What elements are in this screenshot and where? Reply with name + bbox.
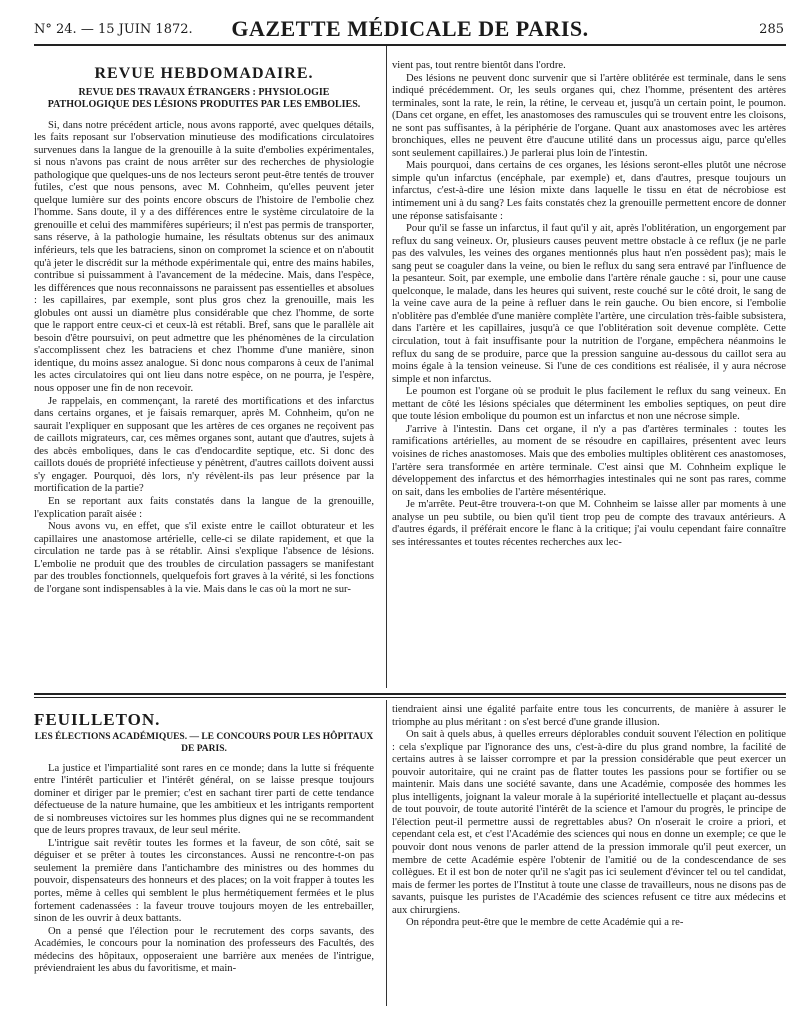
feuilleton-heading: FEUILLETON.: [34, 710, 161, 729]
revue-column-1: [34, 60, 374, 690]
revue-paragraph: Nous avons vu, en effet, que s'il existe entre le caillot obturateur et les capillaires une anastomose artérielle, celle-ci se dilate rapidement, et que la circulation ne tarde pas à se rétablir. Ainsi s'explique l'absence de lésions. L'embolie ne produit que des troubles de circulation passagers se manifestant par des troubles fonctionnels, quelquefois fort graves à la vérité, si les fonctions de l'organe sont indispensables à la vie. Mais dans le cas où la mort ne sur-: [34, 521, 374, 595]
revue-paragraph: Mais pourquoi, dans certains de ces organes, les lésions seront-elles plutôt une nécrose simple qu'un infarctus (encéphale, par exemple) et, dans d'autres, presque toujours un infarctus, c'est-à-dire une lésion mixte dans laquelle le tissu en état de nécrobiose est intimement uni à du sang? Les faits constatés chez la grenouille permettent encore de donner une réponse satisfaisante :: [392, 160, 786, 222]
feuilleton-column-2: [392, 704, 786, 1006]
revue-paragraph: vient pas, tout rentre bientôt dans l'ordre.: [392, 60, 566, 71]
feuilleton-subheading: LES ÉLECTIONS ACADÉMIQUES. — LE CONCOURS POUR LES HÔPITAUX DE PARIS.: [34, 731, 374, 754]
revue-paragraph: J'arrive à l'intestin. Dans cet organe, il n'y a pas d'artères terminales : toutes les ramifications artérielles, au moment de se résoudre en capillaires, présentent avec leurs voisines de riches anastomoses. Mais que des embolies multiples oblitèrent ces anastomoses, l'artère sera transformée en artère terminale. C'est ainsi que M. Cohnheim explique le développement des infarctus et des hémorrhagies intestinales qui ne sont pas rares, comme on sait, dans les embolies de l'artère mésentérique.: [392, 423, 786, 498]
revue-paragraph: Pour qu'il se fasse un infarctus, il faut qu'il y ait, après l'oblitération, un engorgement par reflux du sang veineux. Or, plusieurs causes peuvent mettre obstacle à ce reflux (je ne parle pas des valvules, les veines des organes mentionnés plus haut n'en possèdent pas); mais le sang peut se coaguler dans la veine, ou bien le reflux du sang sera entravé par l'influence de la pesanteur. Soit, par exemple, une embolie dans l'artère rénale gauche : si, pour une cause quelconque, le malade, dans les heures qui suivent, reste couché sur le côté droit, le sang de la veine cave aura de la peine à refluer dans le rein gauche. Ou bien encore, si l'embolie n'oblitère pas d'emblée d'une manière complète l'artère, une circulation très-faible subsistera, dans l'artère et les capillaires, jusqu'à ce que l'oblitération soit devenue complète. Cette circulation, tout à fait insuffisante pour la nutrition de l'organe, empêchera néanmoins le reflux du sang de se produire, parce que la pression sanguine au-dessous du caillot sera au moins égale à la tension veineuse. Si l'une de ces conditions est réalisée, il y aura nécrose simple et non infarctus.: [392, 223, 786, 385]
feuilleton-column-divider: [386, 700, 387, 1006]
revue-column-2: [392, 60, 786, 690]
feuilleton-rule: [34, 693, 786, 695]
feuilleton-rule-thin: [34, 697, 786, 698]
feuilleton-paragraph: On a pensé que l'élection pour le recrutement des corps savants, des Académies, le concours pour la nomination des professeurs des Facultés, des médecins des hôpitaux, opposeraient une barrière aux menées de l'intrigue, préviendraient les abus du favoritisme, et main-: [34, 925, 374, 975]
revue-subheading: REVUE DES TRAVAUX ÉTRANGERS : PHYSIOLOGIE PATHOLOGIQUE DES LÉSIONS PRODUITES PAR LES EMBOLIES.: [47, 86, 361, 111]
page-number: 285: [759, 22, 784, 37]
revue-paragraph: Le poumon est l'organe où se produit le plus facilement le reflux du sang veineux. En mettant de côté les lésions spéciales que déterminent les embolies septiques, on peut dire que toute lésion embolique du poumon est un infarctus et non une nécrose simple.: [392, 386, 786, 423]
page-header: [34, 16, 786, 42]
revue-paragraph: Je rappelais, en commençant, la rareté des mortifications et des infarctus dans certains organes, et je faisais remarquer, après M. Cohnheim, qu'on ne saurait l'expliquer en supposant que les artères de ces organes ne reçoivent pas de caillots migrateurs, car, ces mêmes organes sont, autant que d'autres, sujets à des abcès emboliques, dans le cas d'endocardite septique, etc. Si donc des caillots doués de propriété infectieuse y pénètrent, d'autres caillots doivent aussi s'y engager. Pourquoi, dès lors, n'y révèlent-ils pas leur présence par la mortification de la partie?: [34, 395, 374, 495]
feuilleton-column-1: [34, 704, 374, 1006]
revue-paragraph: Des lésions ne peuvent donc survenir que si l'artère oblitérée est terminale, dans le sens indiqué précédemment. Or, les seuls organes qui, chez l'homme, présentent des artères terminales, sont la rate, le rein, la rétine, le cerveau et, jusqu'à un certain point, le poumon. (Dans cet organe, en effet, les anastomoses des ramuscules qui se trouvent entre les cloisons, ne sont pas suffisantes, à la périphérie de l'organe. Quant aux anastomoses avec les artères bronchiques, elles ne peuvent être d'aucune utilité dans un processus aigu, parce qu'elles sont seulement capillaires.) Je parlerai plus loin de l'intestin.: [392, 72, 786, 159]
journal-title: GAZETTE MÉDICALE DE PARIS.: [231, 16, 589, 41]
issue-date: N° 24. — 15 JUIN 1872.: [34, 22, 193, 37]
feuilleton-paragraph: tiendraient ainsi une égalité parfaite entre tous les concurrents, de manière à assurer le triomphe au plus méritant : on s'est bercé d'une grande illusion.: [392, 704, 786, 728]
revue-paragraph: Si, dans notre précédent article, nous avons rapporté, avec quelques détails, les faits reposant sur l'observation minutieuse des modifications circulatoires survenues dans la langue de la grenouille à la suite d'embolies expérimentales, si nous n'avons pas craint de nous arrêter sur des recherches de physiologie pathologique que quelques-uns de nos lecteurs seront peut-être tentés de trouver futiles, c'est que nous pensons, avec M. Cohnheim, qu'elles peuvent jeter quelque lumière sur des points encore obscurs de l'histoire de l'embolie chez l'homme. Sans doute, il y a des différences entre le système circulatoire de la grenouille et celui des mammifères supérieurs; il n'est pas permis de transporter, sans réserve, à la pathologie humaine, les résultats obtenus sur des animaux inférieurs, tels que les batraciens, sinon on compromet la science et on n'aboutit qu'à jeter le discrédit sur la méthode expérimentale qui, entre des mains habiles, contribue si puissamment à l'avancement de la médecine. Mais, dans l'espèce, les différences que nous reconnaissons ne paraissent pas essentielles et absolues : les capillaires, par exemple, sont plus gros chez la grenouille, mais les globules ont aussi un diamètre plus considérable que chez l'homme, de sorte que le rapport entre ceux-ci et ceux-là est rétabli. Bref, sans que le parallèle ait besoin d'être poursuivi, on peut admettre que les phénomènes de la circulation s'accomplissent chez les batraciens et chez l'homme d'une manière, sinon identique, du moins assez analogue. Si donc nous comparons à ceux de l'animal les actes circulatoires qui ont lieu dans notre espèce, on ne pourra, je l'espère, nous opposer une fin de non recevoir.: [34, 119, 374, 395]
revue-heading: REVUE HEBDOMADAIRE.: [94, 65, 314, 82]
column-divider: [386, 46, 387, 688]
revue-paragraph: En se reportant aux faits constatés dans la langue de la grenouille, l'explication paraît aisée :: [34, 495, 374, 520]
feuilleton-paragraph: L'intrigue sait revêtir toutes les formes et la faveur, de son côté, sait se déguiser et se prêter à toutes les circonstances. Aussi ne rencontre-t-on pas seulement la première dans l'antichambre des ministres ou des hommes du pouvoir, dispensateurs des honneurs et des places; on la voit frapper à toutes les portes, même à celles qui semblent le plus hermétiquement fermées et le plus fortement cadenassées : la faveur trouve toujours moyen de les entrebailler, sinon de les ouvrir à deux battants.: [34, 837, 374, 925]
feuilleton-paragraph: On sait à quels abus, à quelles erreurs déplorables conduit souvent l'élection en politique : cela s'explique par l'ignorance des uns, c'est-à-dire du plus grand nombre, la facilité de certains autres à se laisser corrompre et par la pression considérable que peut exercer un pouvoir autoritaire, qui ne craint pas de flatter toutes les passions pour se fortifier ou se maintenir. Mais dans une société savante, dans une Académie, composée des hommes les plus intelligents, joignant la valeur morale à la supériorité intellectuelle et plaçant au-dessus de tout pouvoir, de toute autorité l'intérêt de la science et l'amour du progrès, le principe de l'élection peut-il permettre aussi de regrettables abus? On n'oserait le croire a priori, et cependant cela est, et c'est l'Académie des sciences qui nous en donne un exemple; ce que le pouvoir dont nous venons de parler attend de la pression immorale qu'il peut exercer, un membre de cette Académie espère l'obtenir de l'amitié ou de la condescendance de ses collègues. Et il est bon de noter qu'il ne s'agit pas ici seulement d'évincer tel ou tel candidat, mais de fermer les portes de l'Institut à toute une classe de travailleurs, nous ne disons pas de savants, puisque les puristes de l'Académie des sciences refusent ce titre aux médecins et aux chirurgiens.: [392, 729, 786, 916]
revue-paragraph: Je m'arrête. Peut-être trouvera-t-on que M. Cohnheim se laisse aller par moments à une analyse un peu subtile, ou bien qu'il tient trop peu de compte des travaux antérieurs. A d'autres égards, il préférait encore le flanc à la critique; j'ai voulu cependant faire connaître ses intéressantes et toutes récentes recherches aux lec-: [392, 499, 786, 548]
header-rule: [34, 44, 786, 46]
feuilleton-paragraph: La justice et l'impartialité sont rares en ce monde; dans la lutte si fréquente entre l'intérêt particulier et l'intérêt général, on se laisse presque toujours dominer et diriger par le premier; c'est en sachant tirer parti de cette tendance défectueuse de la nature humaine, que les ambitieux et les intrigants remportent de si nombreuses victoires sur les hommes plus dignes qui ne se recommandent que de leurs propres travaux, de leur seul mérite.: [34, 762, 374, 837]
feuilleton-paragraph: On répondra peut-être que le membre de cette Académie qui a re-: [406, 917, 684, 929]
